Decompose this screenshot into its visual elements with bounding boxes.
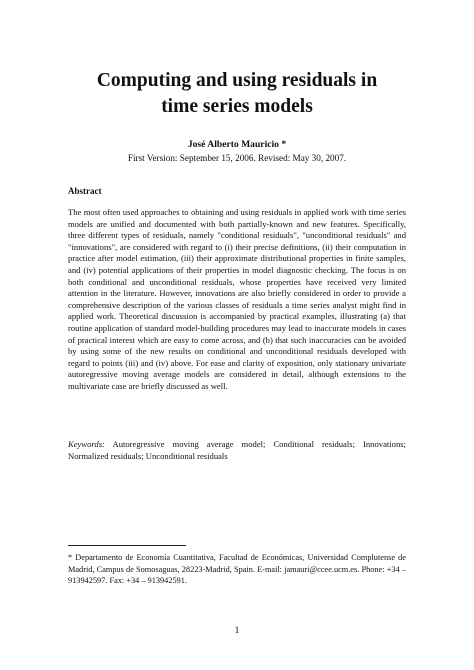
paper-title-line-2: time series models: [161, 96, 313, 117]
abstract-text: The most often used approaches to obtaining and using residuals in applied work with time series models are unified and documented with both partially-known and new features. Specifically, three different types of residuals, namely "conditional residuals", "unconditional residuals" and "innovations", are considered with regard to (i) their precise definitions, (ii) their computation in practice after model estimation, (iii) their approximate distributional properties in finite samples, and (iv) potential applications of their properties in model diagnostic checking. The focus is on both conditional and unconditional residuals, whose properties have received very limited attention in the literature. However, innovations are also briefly considered in order to provide a comprehensive description of the various classes of residuals a time series analyst might find in applied work. Theoretical discussion is accompanied by practical examples, illustrating (a) that routine application of standard model-building procedures may lead to inaccurate models in cases of practical interest which are easy to come across, and (b) that such inaccuracies can be avoided by using some of the new results on conditional and unconditional residuals developed with regard to points (iii) and (iv) above. For ease and clarity of exposition, only stationary univariate autoregressive moving average models are considered in detail, although extensions to the multivariate case are briefly discussed as well.: [68, 207, 406, 391]
footnote-rule: [68, 545, 186, 546]
author-name: José Alberto Mauricio *: [187, 139, 287, 150]
paper-title-line-1: Computing and using residuals in: [96, 70, 378, 91]
version-dates: First Version: September 15, 2006. Revised: May 30, 2007.: [127, 153, 347, 163]
keywords-text: Autoregressive moving average model; Conditional residuals; Innovations; Normalized residuals; Unconditional residuals: [68, 439, 406, 461]
page-number: 1: [234, 626, 240, 636]
author-footnote: * Departamento de Economía Cuantitativa, Facultad de Económicas, Universidad Complutense de Madrid, Campus de Somosaguas, 28223-Madrid, Spain. E-mail: jamauri@ccee.ucm.es. Phone: +34 – 913942597. Fax: +34 – 913942591.: [68, 553, 406, 586]
abstract-heading: Abstract: [68, 186, 102, 196]
keywords: [68, 439, 406, 462]
keywords-label: Keywords:: [68, 439, 105, 449]
